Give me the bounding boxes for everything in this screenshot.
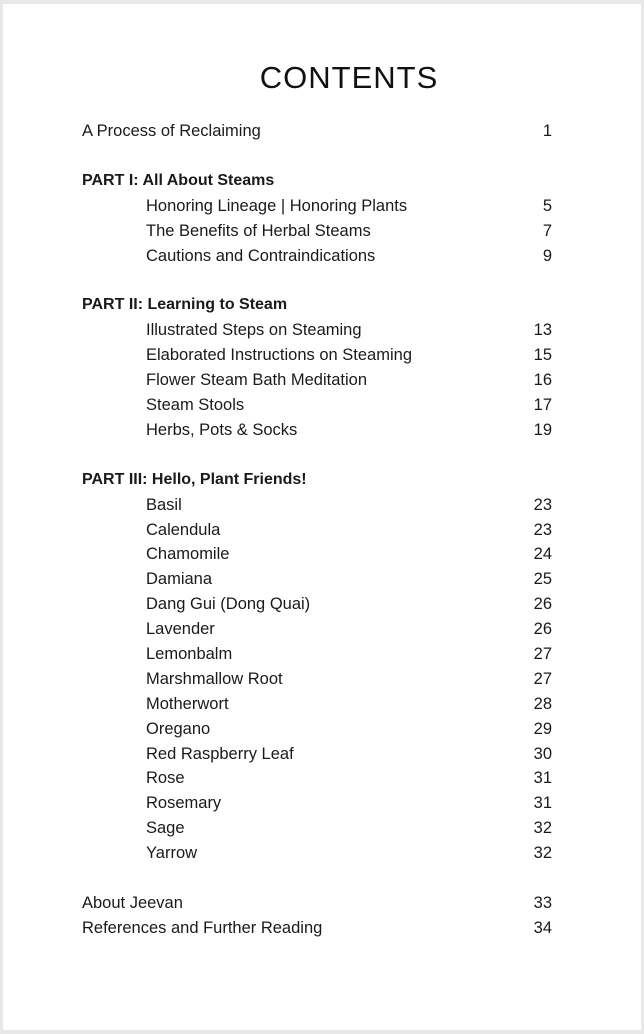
toc-entry[interactable]: [82, 766, 552, 791]
page-title: CONTENTS: [259, 60, 439, 95]
toc-entry-page: 24: [533, 545, 552, 564]
toc-entry-page: 29: [533, 719, 552, 738]
toc-entry[interactable]: [82, 617, 552, 642]
toc-entry-label: Basil: [146, 495, 182, 514]
toc-entry-page: 15: [533, 346, 552, 365]
toc-entry-label: Oregano: [146, 719, 211, 738]
toc-entry[interactable]: [82, 592, 552, 617]
toc-entry[interactable]: [82, 841, 552, 866]
toc-entry-label: Cautions and Contraindications: [146, 246, 376, 265]
toc-entry[interactable]: [82, 791, 552, 816]
toc-entry[interactable]: [82, 393, 552, 418]
toc-entry[interactable]: [82, 244, 552, 269]
toc-entry-label: Red Raspberry Leaf: [146, 744, 294, 763]
toc-entry-page: 9: [542, 246, 552, 265]
part-3-heading[interactable]: [82, 468, 552, 493]
toc-entry-page: 30: [533, 744, 552, 763]
toc-entry[interactable]: [82, 493, 552, 518]
toc-entry[interactable]: [82, 318, 552, 343]
toc-entry[interactable]: [82, 742, 552, 767]
toc-entry[interactable]: [82, 692, 552, 717]
toc-entry-intro[interactable]: [82, 119, 552, 144]
toc-entry-page: 5: [542, 196, 552, 215]
toc-entry-label: Elaborated Instructions on Steaming: [146, 346, 412, 365]
table-of-contents: [82, 119, 552, 941]
part-1-heading[interactable]: [82, 169, 552, 194]
toc-entry-page: 26: [533, 595, 552, 614]
toc-entry-page: 26: [533, 620, 552, 639]
part-heading-label: PART III: Hello, Plant Friends!: [82, 470, 307, 488]
toc-entry[interactable]: [82, 368, 552, 393]
toc-entry-page: 23: [533, 495, 552, 514]
part-2-heading[interactable]: [82, 293, 552, 318]
toc-entry[interactable]: [82, 343, 552, 368]
document-page: [3, 4, 641, 1030]
toc-entry-label: Honoring Lineage | Honoring Plants: [146, 196, 408, 215]
toc-entry-label: Yarrow: [146, 844, 198, 863]
toc-entry-label: Calendula: [146, 520, 221, 539]
toc-entry-label: Motherwort: [146, 694, 229, 713]
toc-entry-page: 23: [533, 520, 552, 539]
toc-entry-about[interactable]: [82, 891, 552, 916]
toc-entry[interactable]: [82, 418, 552, 443]
toc-entry-page: 34: [533, 918, 552, 937]
toc-entry-label: Illustrated Steps on Steaming: [146, 321, 362, 340]
toc-entry-page: 27: [533, 669, 552, 688]
toc-entry-page: 32: [533, 844, 552, 863]
toc-entry[interactable]: [82, 717, 552, 742]
toc-entry[interactable]: [82, 567, 552, 592]
part-heading-label: PART II: Learning to Steam: [82, 296, 288, 314]
toc-entry-page: 25: [533, 570, 552, 589]
toc-entry-label: A Process of Reclaiming: [82, 122, 261, 140]
toc-entry-label: Damiana: [146, 570, 213, 589]
toc-entry-label: Dang Gui (Dong Quai): [146, 595, 311, 614]
toc-entry-page: 7: [542, 221, 552, 240]
toc-entry-label: About Jeevan: [82, 894, 183, 913]
toc-entry-page: 16: [533, 371, 552, 390]
toc-entry-page: 28: [533, 694, 552, 713]
section-spacer: [82, 268, 552, 293]
toc-entry-label: Lemonbalm: [146, 645, 233, 664]
toc-entry[interactable]: [82, 667, 552, 692]
section-spacer: [82, 144, 552, 169]
toc-entry-label: Lavender: [146, 620, 215, 639]
toc-entry-label: The Benefits of Herbal Steams: [146, 221, 371, 240]
toc-entry-label: References and Further Reading: [82, 918, 323, 937]
toc-entry-label: Sage: [146, 819, 185, 838]
toc-entry[interactable]: [82, 219, 552, 244]
toc-entry-label: Steam Stools: [146, 396, 245, 415]
toc-entry[interactable]: [82, 816, 552, 841]
toc-entry-page: 19: [533, 420, 552, 439]
toc-entry-page: 1: [542, 122, 552, 140]
toc-entry-references[interactable]: [82, 916, 552, 941]
part-heading-label: PART I: All About Steams: [82, 171, 275, 189]
toc-entry-page: 31: [533, 769, 552, 788]
toc-entry-label: Rosemary: [146, 794, 222, 813]
section-spacer: [82, 866, 552, 891]
toc-entry-page: 13: [533, 321, 552, 340]
toc-entry[interactable]: [82, 518, 552, 543]
toc-entry[interactable]: [82, 642, 552, 667]
toc-entry-label: Herbs, Pots & Socks: [146, 420, 298, 439]
section-spacer: [82, 443, 552, 468]
toc-entry-label: Flower Steam Bath Meditation: [146, 371, 368, 390]
toc-entry-page: 33: [533, 894, 552, 913]
toc-entry-label: Marshmallow Root: [146, 669, 283, 688]
toc-entry-label: Rose: [146, 769, 185, 788]
toc-entry-label: Chamomile: [146, 545, 230, 564]
toc-entry-page: 31: [533, 794, 552, 813]
toc-entry-page: 27: [533, 645, 552, 664]
toc-entry-page: 32: [533, 819, 552, 838]
toc-entry[interactable]: [82, 194, 552, 219]
toc-entry[interactable]: [82, 542, 552, 567]
toc-entry-page: 17: [533, 396, 552, 415]
